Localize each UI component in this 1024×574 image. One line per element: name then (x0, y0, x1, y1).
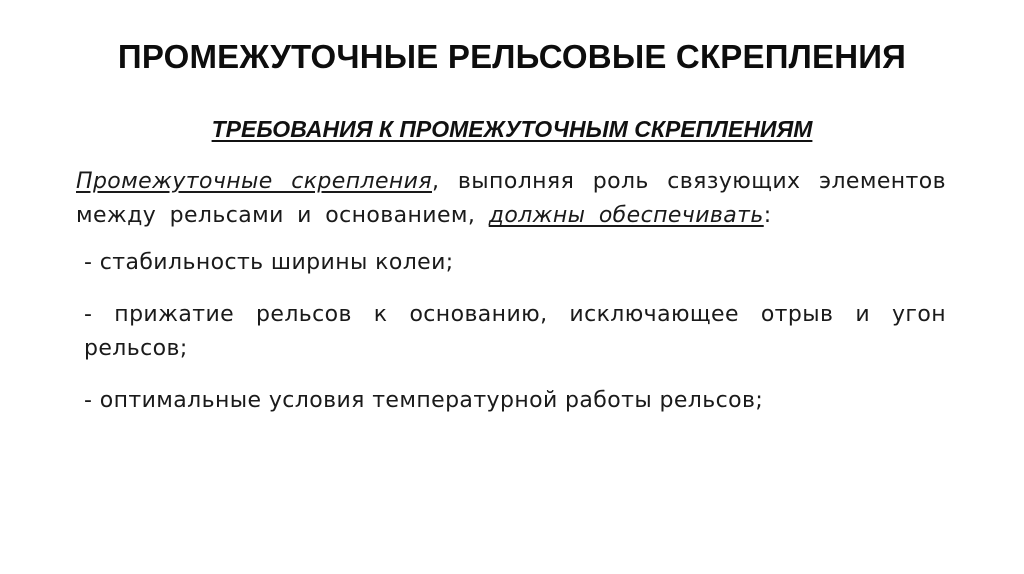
intro-term: Промежуточные скрепления (76, 169, 432, 194)
slide-title: ПРОМЕЖУТОЧНЫЕ РЕЛЬСОВЫЕ СКРЕПЛЕНИЯ (117, 38, 907, 75)
intro-paragraph (76, 165, 946, 233)
bullet-item-1: - стабильность ширины колеи; (84, 250, 454, 275)
intro-end: : (763, 203, 772, 228)
subtitle-text: ТРЕБОВАНИЯ К ПРОМЕЖУТОЧНЫМ СКРЕПЛЕНИЯМ (211, 116, 813, 142)
bullet-item-3: - оптимальные условия температурной работы рельсов; (84, 388, 764, 413)
bullet-item-2: - прижатие рельсов к основанию, исключающее отрыв и угон рельсов; (84, 302, 946, 361)
intro-middle: , выполняя роль связующих элементов между рельсами и основанием, (76, 169, 946, 228)
intro-emphasis: должны обеспечивать (488, 203, 764, 228)
slide-subtitle (0, 116, 1024, 143)
slide-body (76, 165, 946, 418)
